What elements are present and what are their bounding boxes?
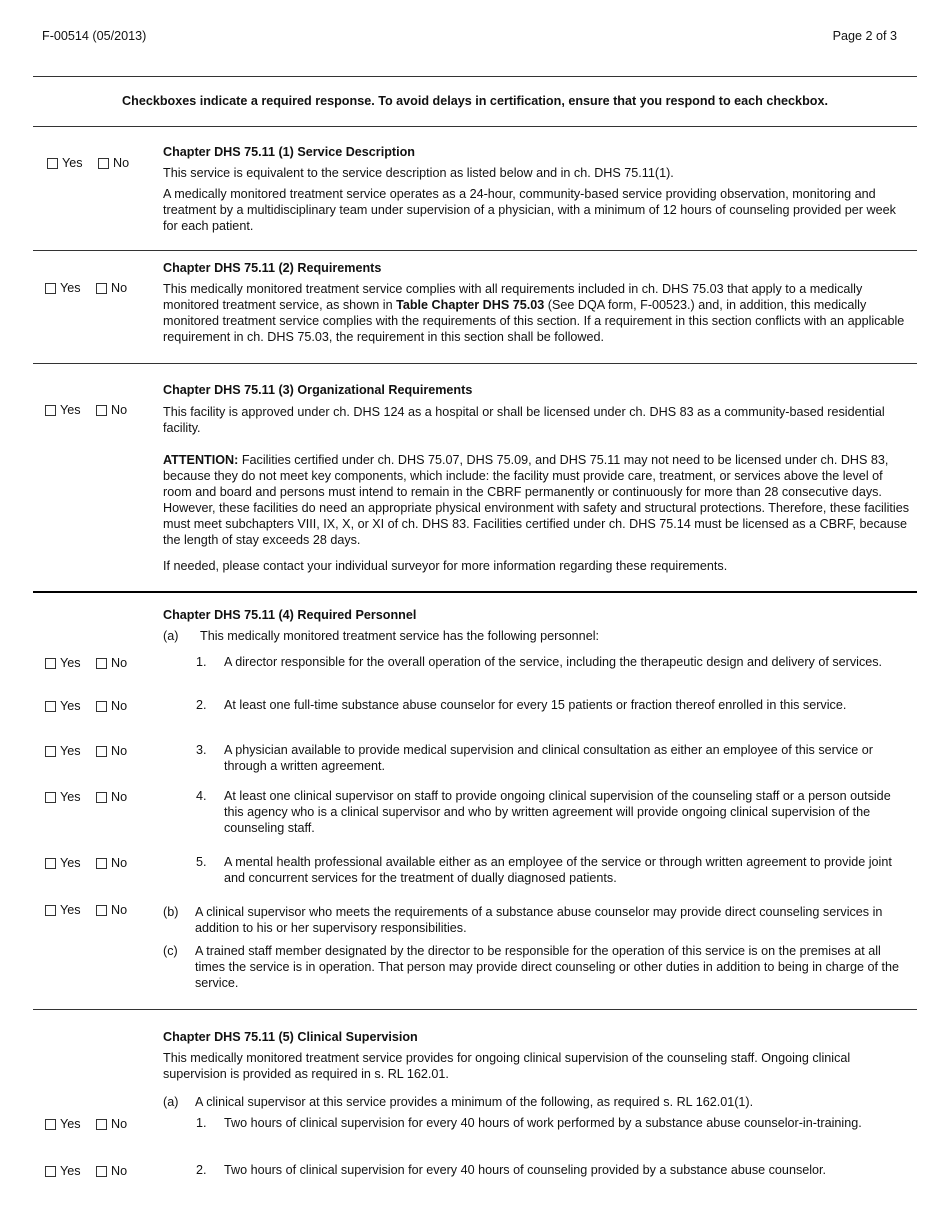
yes-checkbox[interactable] (47, 156, 83, 170)
divider (33, 250, 917, 251)
checkbox-box[interactable] (96, 701, 107, 712)
yes-label: Yes (60, 1117, 81, 1131)
yes-no-group (45, 790, 139, 806)
item-text: At least one full-time substance abuse counselor for every 15 patients or fraction thereof enrolled in this service. (224, 698, 847, 712)
list-item (163, 943, 911, 991)
item-text: A clinical supervisor at this service provides a minimum of the following, as required s. RL 162.01(1). (195, 1095, 754, 1109)
no-label: No (111, 744, 128, 758)
divider (33, 363, 917, 364)
yes-checkbox[interactable] (45, 1164, 81, 1178)
item-number: 3. (196, 743, 207, 757)
checkbox-box[interactable] (96, 283, 107, 294)
no-checkbox[interactable] (96, 281, 127, 295)
item-label: (b) (163, 905, 179, 919)
yes-label: Yes (60, 281, 81, 295)
yes-no-group (45, 744, 139, 760)
list-item (163, 742, 911, 774)
no-label: No (111, 403, 128, 417)
paragraph: A medically monitored treatment service operates as a 24-hour, community-based service providing observation, monitoring and treatment by a multidisciplinary team under supervision of a physician, with a minimum of 12 hours of counseling provided per week for each patient. (163, 187, 896, 233)
paragraph: This medically monitored treatment service provides for ongoing clinical supervision of the counseling staff. Ongoing clinical supervision is provided as required in s. RL 162.01. (163, 1051, 851, 1081)
item-number: 2. (196, 1163, 207, 1177)
item-text: At least one clinical supervisor on staff to provide ongoing clinical supervision of the counseling staff or a person outside this agency who is a clinical supervisor and who by written agreement will provide ongoing clinical supervision of the counseling staff. (224, 789, 891, 835)
no-checkbox[interactable] (96, 856, 127, 870)
item-label: (a) (163, 629, 179, 643)
no-checkbox[interactable] (96, 744, 127, 758)
yes-checkbox[interactable] (45, 1117, 81, 1131)
list-item (163, 1162, 911, 1178)
item-text: A clinical supervisor who meets the requirements of a substance abuse counselor may provide direct counseling services in addition to his or her supervisory responsibilities. (195, 905, 883, 935)
paragraph: If needed, please contact your individual surveyor for more information regarding these requirements. (163, 559, 728, 573)
list-item (163, 1115, 911, 1131)
checkbox-box[interactable] (96, 746, 107, 757)
yes-no-group (45, 656, 139, 672)
yes-no-group (45, 1117, 139, 1133)
yes-label: Yes (60, 699, 81, 713)
no-checkbox[interactable] (96, 656, 127, 670)
checkbox-box[interactable] (45, 858, 56, 869)
item-text: A physician available to provide medical supervision and clinical consultation as either an employee of this service or through a written agreement. (224, 743, 873, 773)
list-item (163, 1094, 911, 1110)
paragraph: This service is equivalent to the service description as listed below and in ch. DHS 75.11(1). (163, 166, 674, 180)
yes-label: Yes (60, 656, 81, 670)
divider (33, 591, 917, 593)
no-checkbox[interactable] (96, 1117, 127, 1131)
checkbox-box[interactable] (96, 1119, 107, 1130)
yes-no-group (45, 1164, 139, 1180)
no-label: No (111, 1117, 128, 1131)
item-text: Two hours of clinical supervision for every 40 hours of counseling provided by a substance abuse counselor. (224, 1163, 827, 1177)
item-label: (c) (163, 944, 178, 958)
yes-label: Yes (60, 403, 81, 417)
yes-label: Yes (60, 790, 81, 804)
section-title: Chapter DHS 75.11 (5) Clinical Supervision (163, 1030, 418, 1044)
yes-label: Yes (60, 744, 81, 758)
no-label: No (111, 699, 128, 713)
no-checkbox[interactable] (96, 1164, 127, 1178)
yes-checkbox[interactable] (45, 656, 81, 670)
divider (33, 76, 917, 77)
yes-no-group (45, 699, 139, 715)
checkbox-box[interactable] (45, 792, 56, 803)
checkbox-box[interactable] (96, 905, 107, 916)
yes-label: Yes (60, 856, 81, 870)
item-text: A director responsible for the overall operation of the service, including the therapeutic design and delivery of services. (224, 655, 883, 669)
item-number: 2. (196, 698, 207, 712)
item-label: (a) (163, 1095, 179, 1109)
yes-label: Yes (62, 156, 83, 170)
yes-checkbox[interactable] (45, 403, 81, 417)
item-text: A mental health professional available either as an employee of the service or through written agreement to provide joint and concurrent services for the treatment of dually diagnosed patients. (224, 855, 892, 885)
checkbox-box[interactable] (45, 1119, 56, 1130)
list-item (163, 628, 911, 644)
divider (33, 126, 917, 127)
yes-label: Yes (60, 903, 81, 917)
checkbox-box[interactable] (45, 405, 56, 416)
item-number: 1. (196, 655, 207, 669)
checkbox-box[interactable] (45, 905, 56, 916)
paragraph: This facility is approved under ch. DHS 124 as a hospital or shall be licensed under ch. DHS 83 as a community-based residential facility. (163, 405, 885, 435)
table-reference: Table Chapter DHS 75.03 (396, 298, 545, 312)
list-item (163, 904, 911, 936)
checkbox-box[interactable] (96, 1166, 107, 1177)
item-text: Two hours of clinical supervision for every 40 hours of work performed by a substance abuse counselor-in-training. (224, 1116, 862, 1130)
no-label: No (111, 1164, 128, 1178)
checkbox-box[interactable] (45, 283, 56, 294)
no-label: No (111, 281, 128, 295)
yes-checkbox[interactable] (45, 281, 81, 295)
no-label: No (111, 903, 128, 917)
list-item (163, 854, 911, 886)
text-run: (See DQA form, F-00523.) and, in addition, this medically monitored treatment service complies with the requirements of this section. If a requirement in this section conflicts with an applicable requirement in ch. DHS 75.03, the requirement in this section shall be followed. (163, 298, 905, 344)
yes-no-group (45, 903, 139, 919)
yes-checkbox[interactable] (45, 699, 81, 713)
section-title: Chapter DHS 75.11 (2) Requirements (163, 261, 382, 275)
no-checkbox[interactable] (96, 699, 127, 713)
checkbox-box[interactable] (45, 746, 56, 757)
yes-no-group (47, 156, 141, 172)
yes-checkbox[interactable] (45, 856, 81, 870)
attention-paragraph (163, 452, 911, 548)
item-text: A trained staff member designated by the director to be responsible for the operation of this service is on the premises at all times the service is in operation. That person may provide direct counseling or other duties in addition to being in charge of the service. (195, 944, 900, 990)
text-run: This medically monitored treatment service complies with all requirements included in ch. DHS 75.03 that apply to a medically monitored treatment service, as shown in (163, 282, 863, 312)
list-item (163, 697, 911, 713)
yes-checkbox[interactable] (45, 790, 81, 804)
checkbox-box[interactable] (96, 792, 107, 803)
instructions-notice: Checkboxes indicate a required response. To avoid delays in certification, ensure that you respond to each checkbox. (122, 94, 828, 108)
no-checkbox[interactable] (96, 790, 127, 804)
item-number: 4. (196, 789, 207, 803)
list-item (163, 654, 911, 670)
no-label: No (113, 156, 130, 170)
section-title: Chapter DHS 75.11 (1) Service Description (163, 145, 415, 159)
no-label: No (111, 856, 128, 870)
page-number: Page 2 of 3 (832, 29, 897, 43)
paragraph (163, 281, 911, 345)
checkbox-box[interactable] (47, 158, 58, 169)
no-checkbox[interactable] (96, 903, 127, 917)
checkbox-box[interactable] (45, 1166, 56, 1177)
no-checkbox[interactable] (96, 403, 127, 417)
checkbox-box[interactable] (45, 701, 56, 712)
no-label: No (111, 656, 128, 670)
section-title: Chapter DHS 75.11 (3) Organizational Requirements (163, 383, 473, 397)
checkbox-box[interactable] (96, 858, 107, 869)
yes-no-group (45, 856, 139, 872)
checkbox-box[interactable] (96, 405, 107, 416)
divider (33, 1009, 917, 1010)
item-text: This medically monitored treatment service has the following personnel: (200, 629, 599, 643)
checkbox-box[interactable] (98, 158, 109, 169)
list-item (163, 788, 911, 836)
attention-label: ATTENTION: (163, 453, 239, 467)
item-number: 1. (196, 1116, 207, 1130)
yes-no-group (45, 281, 139, 297)
checkbox-box[interactable] (45, 658, 56, 669)
yes-label: Yes (60, 1164, 81, 1178)
item-number: 5. (196, 855, 207, 869)
no-label: No (111, 790, 128, 804)
form-id: F-00514 (05/2013) (42, 29, 147, 43)
checkbox-box[interactable] (96, 658, 107, 669)
text-run: Facilities certified under ch. DHS 75.07, DHS 75.09, and DHS 75.11 may not need to be licensed under ch. DHS 83, because they do not meet key components, which include: the facility must provide care, treatment, or services above the level of room and board and persons must intend to remain in the CBRF permanently or continuously for more than 28 consecutive days. However, these facilities do need an appropriate physical environment with safety and structural protections. Therefore, these facilities must meet subchapters VIII, IX, X, or XI of ch. DHS 83. Facilities certified under ch. DHS 75.14 must be licensed as a CBRF, because the length of stay exceeds 28 days. (163, 453, 909, 547)
yes-no-group (45, 403, 139, 419)
yes-checkbox[interactable] (45, 744, 81, 758)
no-checkbox[interactable] (98, 156, 129, 170)
section-title: Chapter DHS 75.11 (4) Required Personnel (163, 608, 417, 622)
yes-checkbox[interactable] (45, 903, 81, 917)
